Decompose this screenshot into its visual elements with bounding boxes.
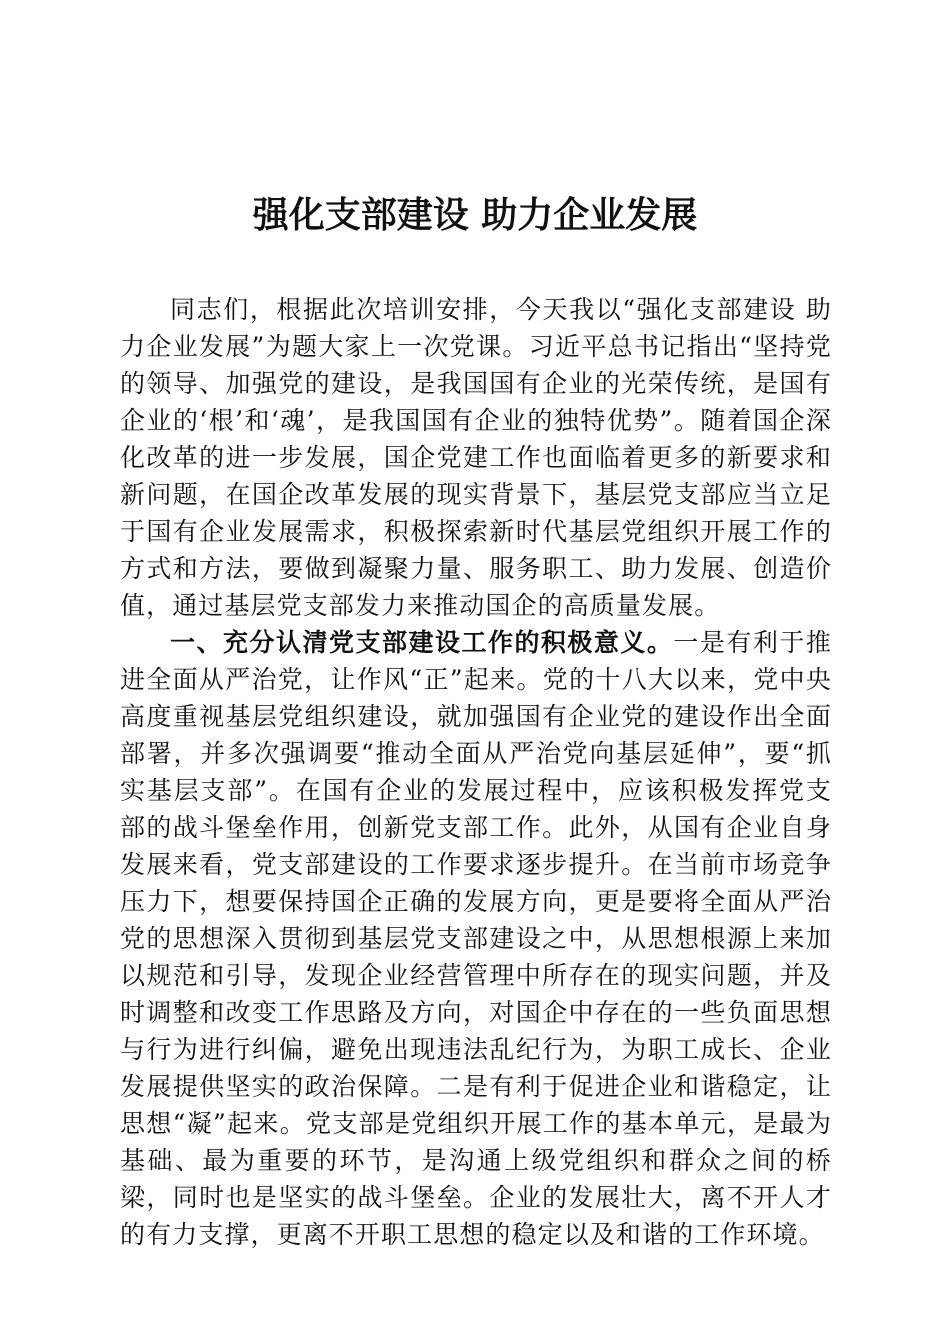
section-one-heading: 一、充分认清党支部建设工作的积极意义。 — [170, 628, 674, 657]
document-title: 强化支部建设 助力企业发展 — [252, 194, 698, 236]
section-one-paragraph — [120, 624, 832, 1253]
section-one-text: 一是有利于推进全面从严治党，让作风“正”起来。党的十八大以来，党中央高度重视基层党组织建设，就加强国有企业党的建设作出全面部署，并多次强调要“推动全面从严治党向基层延伸”，要“抓实基层支部”。在国有企业的发展过程中，应该积极发挥党支部的战斗堡垒作用，创新党支部工作。此外，从国有企业自身发展来看，党支部建设的工作要求逐步提升。在当前市场竞争压力下，想要保持国企正确的发展方向，更是要将全面从严治党的思想深入贯彻到基层党支部建设之中，从思想根源上来加以规范和引导，发现企业经营管理中所存在的现实问题，并及时调整和改变工作思路及方向，对国企中存在的一些负面思想与行为进行纠偏，避免出现违法乱纪行为，为职工成长、企业发展提供坚实的政治保障。二是有利于促进企业和谐稳定，让思想“凝”起来。党支部是党组织开展工作的基本单元，是最为基础、最为重要的环节，是沟通上级党组织和群众之间的桥梁，同时也是坚实的战斗堡垒。企业的发展壮大，离不开人才的有力支撑，更离不开职工思想的稳定以及和谐的工作环境。 — [120, 628, 832, 1249]
document-body — [120, 291, 832, 1253]
intro-paragraph: 同志们，根据此次培训安排，今天我以“强化支部建设 助力企业发展”为题大家上一次党课。习近平总书记指出“坚持党的领导、加强党的建设，是我国国有企业的光荣传统，是国有企业的‘根’和‘魂’，是我国国有企业的独特优势”。随着国企深化改革的进一步发展，国企党建工作也面临着更多的新要求和新问题，在国企改革发展的现实背景下，基层党支部应当立足于国有企业发展需求，积极探索新时代基层党组织开展工作的方式和方法，要做到凝聚力量、服务职工、助力发展、创造价值，通过基层党支部发力来推动国企的高质量发展。 — [120, 295, 832, 620]
